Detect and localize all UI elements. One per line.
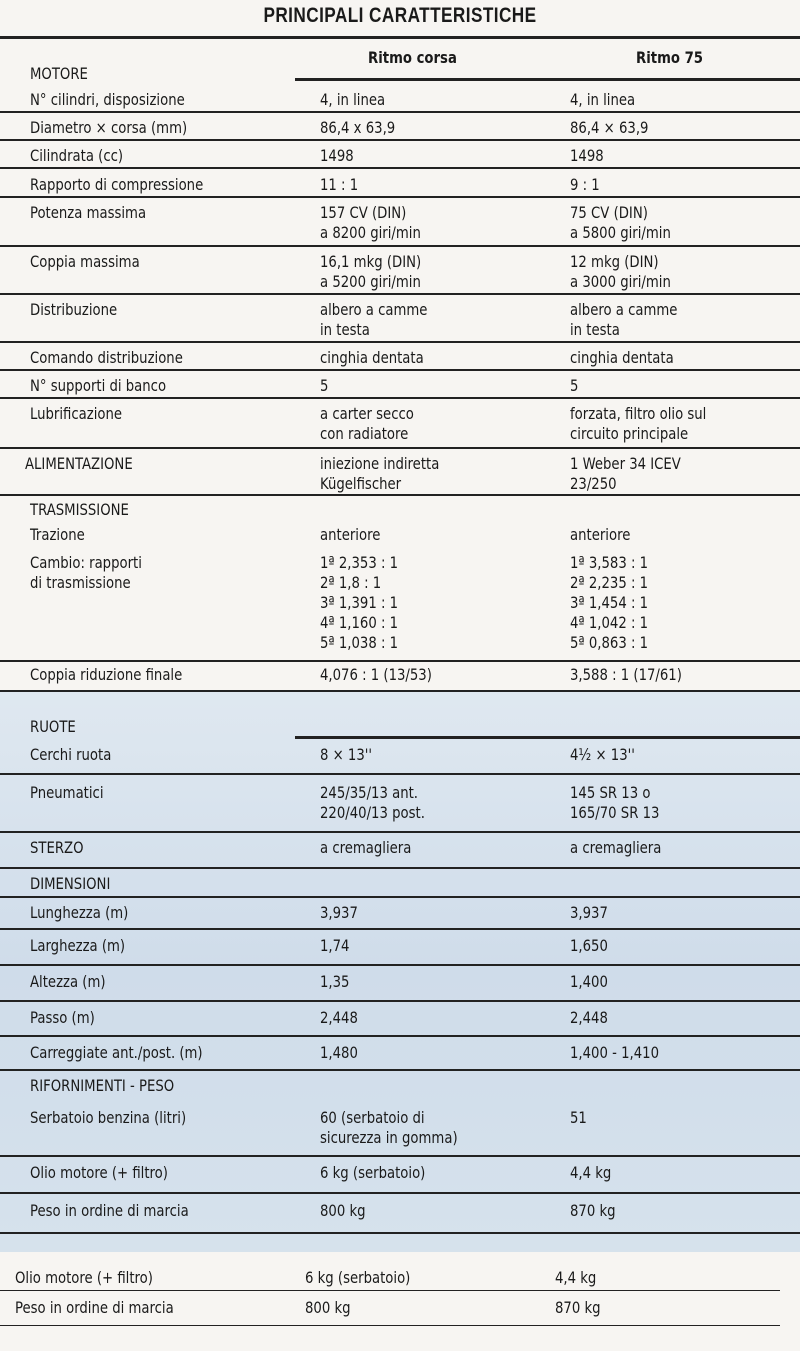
- row-label: Passo (m): [30, 1008, 95, 1027]
- cell-ritmo-75: 4½ × 13'': [570, 745, 635, 764]
- cell-ritmo-75: forzata, filtro olio sul: [570, 404, 707, 423]
- cell-ritmo-corsa: 3,937: [320, 903, 358, 922]
- cell-ritmo-75: 5: [570, 376, 579, 395]
- cell-ritmo-75: 4ª 1,042 : 1: [570, 613, 649, 632]
- row-label: Serbatoio benzina (litri): [30, 1108, 187, 1127]
- cell-ritmo-75: 4,4 kg: [555, 1268, 597, 1287]
- row-label: DIMENSIONI: [30, 874, 111, 893]
- row-divider: [0, 1069, 800, 1071]
- row-label: Trazione: [30, 525, 85, 544]
- row-divider: [0, 1155, 800, 1157]
- cell-ritmo-75: 3ª 1,454 : 1: [570, 593, 649, 612]
- row-divider: [295, 736, 800, 739]
- cell-ritmo-75: 4, in linea: [570, 90, 636, 109]
- row-label: MOTORE: [30, 64, 88, 83]
- cell-ritmo-75: 2,448: [570, 1008, 608, 1027]
- cell-ritmo-corsa: 4ª 1,160 : 1: [320, 613, 399, 632]
- cell-ritmo-corsa: 4, in linea: [320, 90, 386, 109]
- cell-ritmo-75: 870 kg: [570, 1201, 616, 1220]
- row-label: Coppia riduzione finale: [30, 665, 183, 684]
- row-divider: [0, 167, 800, 169]
- cell-ritmo-75: 4,4 kg: [570, 1163, 612, 1182]
- cell-ritmo-75: 870 kg: [555, 1298, 601, 1317]
- column-header-ritmo-corsa: Ritmo corsa: [368, 48, 457, 67]
- row-label: N° supporti di banco: [30, 376, 167, 395]
- cell-ritmo-75: 2ª 2,235 : 1: [570, 573, 649, 592]
- row-divider: [0, 1192, 800, 1194]
- row-divider: [0, 928, 800, 930]
- cell-ritmo-75: 51: [570, 1108, 587, 1127]
- cell-ritmo-75: albero a camme: [570, 300, 678, 319]
- row-label: ALIMENTAZIONE: [25, 454, 133, 473]
- cell-ritmo-75: a cremagliera: [570, 838, 662, 857]
- row-divider: [0, 896, 800, 898]
- cell-ritmo-corsa: cinghia dentata: [320, 348, 424, 367]
- row-divider: [0, 293, 800, 295]
- row-divider: [0, 1290, 780, 1291]
- row-divider: [0, 773, 800, 775]
- cell-ritmo-corsa: con radiatore: [320, 424, 409, 443]
- cell-ritmo-corsa: anteriore: [320, 525, 381, 544]
- row-label: Cerchi ruota: [30, 745, 112, 764]
- cell-ritmo-75: circuito principale: [570, 424, 689, 443]
- column-header-ritmo-75: Ritmo 75: [636, 48, 704, 67]
- cell-ritmo-75: 145 SR 13 o: [570, 783, 651, 802]
- cell-ritmo-corsa: 6 kg (serbatoio): [320, 1163, 426, 1182]
- row-label: N° cilindri, disposizione: [30, 90, 185, 109]
- cell-ritmo-75: a 3000 giri/min: [570, 272, 671, 291]
- row-divider: [0, 867, 800, 869]
- row-divider: [0, 369, 800, 371]
- cell-ritmo-corsa: iniezione indiretta: [320, 454, 440, 473]
- cell-ritmo-75: 1,400: [570, 972, 608, 991]
- row-label: Lunghezza (m): [30, 903, 129, 922]
- row-label: Peso in ordine di marcia: [30, 1201, 189, 1220]
- row-divider: [0, 1232, 800, 1234]
- cell-ritmo-corsa: 800 kg: [320, 1201, 366, 1220]
- cell-ritmo-corsa: 1498: [320, 146, 354, 165]
- cell-ritmo-75: 12 mkg (DIN): [570, 252, 659, 271]
- row-label: Carreggiate ant./post. (m): [30, 1043, 203, 1062]
- cell-ritmo-corsa: 11 : 1: [320, 175, 359, 194]
- row-divider: [0, 397, 800, 399]
- cell-ritmo-corsa: 800 kg: [305, 1298, 351, 1317]
- cell-ritmo-corsa: 4,076 : 1 (13/53): [320, 665, 432, 684]
- cell-ritmo-75: 75 CV (DIN): [570, 203, 648, 222]
- row-label: RUOTE: [30, 717, 76, 736]
- cell-ritmo-75: anteriore: [570, 525, 631, 544]
- row-divider: [0, 964, 800, 966]
- cell-ritmo-75: 1,400 - 1,410: [570, 1043, 659, 1062]
- cell-ritmo-75: 5ª 0,863 : 1: [570, 633, 649, 652]
- row-divider: [0, 245, 800, 247]
- cell-ritmo-75: 1,650: [570, 936, 608, 955]
- cell-ritmo-corsa: Kügelfischer: [320, 474, 402, 493]
- cell-ritmo-corsa: 220/40/13 post.: [320, 803, 425, 822]
- row-label: Potenza massima: [30, 203, 147, 222]
- row-label: TRASMISSIONE: [30, 500, 129, 519]
- row-label: Diametro × corsa (mm): [30, 118, 188, 137]
- row-label: Distribuzione: [30, 300, 118, 319]
- row-label: Coppia massima: [30, 252, 140, 271]
- row-divider: [0, 660, 800, 662]
- row-divider: [0, 690, 800, 692]
- row-label: RIFORNIMENTI - PESO: [30, 1076, 175, 1095]
- cell-ritmo-corsa: 1,74: [320, 936, 350, 955]
- cell-ritmo-corsa: 2ª 1,8 : 1: [320, 573, 382, 592]
- row-divider: [0, 831, 800, 833]
- row-label: Rapporto di compressione: [30, 175, 204, 194]
- cell-ritmo-75: a 5800 giri/min: [570, 223, 671, 242]
- cell-ritmo-75: 3,588 : 1 (17/61): [570, 665, 682, 684]
- row-label: Cilindrata (cc): [30, 146, 124, 165]
- cell-ritmo-75: 86,4 × 63,9: [570, 118, 649, 137]
- cell-ritmo-75: 9 : 1: [570, 175, 600, 194]
- cell-ritmo-corsa: 245/35/13 ant.: [320, 783, 419, 802]
- cell-ritmo-corsa: in testa: [320, 320, 370, 339]
- cell-ritmo-corsa: a cremagliera: [320, 838, 412, 857]
- cell-ritmo-corsa: 8 × 13'': [320, 745, 373, 764]
- row-divider: [0, 196, 800, 198]
- row-label: STERZO: [30, 838, 84, 857]
- cell-ritmo-corsa: 3ª 1,391 : 1: [320, 593, 399, 612]
- row-divider: [0, 139, 800, 141]
- page-title: PRINCIPALI CARATTERISTICHE: [263, 4, 537, 27]
- cell-ritmo-corsa: a 8200 giri/min: [320, 223, 421, 242]
- cell-ritmo-corsa: 5: [320, 376, 329, 395]
- cell-ritmo-corsa: sicurezza in gomma): [320, 1128, 458, 1147]
- row-label: Peso in ordine di marcia: [15, 1298, 174, 1317]
- row-divider: [0, 1000, 800, 1002]
- cell-ritmo-corsa: 157 CV (DIN): [320, 203, 407, 222]
- cell-ritmo-corsa: 1,480: [320, 1043, 358, 1062]
- row-label: Larghezza (m): [30, 936, 126, 955]
- row-divider: [0, 494, 800, 496]
- cell-ritmo-75: 23/250: [570, 474, 617, 493]
- cell-ritmo-75: in testa: [570, 320, 620, 339]
- cell-ritmo-75: 1 Weber 34 ICEV: [570, 454, 681, 473]
- cell-ritmo-corsa: albero a camme: [320, 300, 428, 319]
- row-label: di trasmissione: [30, 573, 131, 592]
- row-label: Comando distribuzione: [30, 348, 183, 367]
- cell-ritmo-corsa: 16,1 mkg (DIN): [320, 252, 422, 271]
- row-label: Olio motore (+ filtro): [30, 1163, 168, 1182]
- row-divider: [0, 1035, 800, 1037]
- row-label: Cambio: rapporti: [30, 553, 142, 572]
- row-divider: [0, 341, 800, 343]
- row-divider: [295, 78, 800, 81]
- cell-ritmo-corsa: 1,35: [320, 972, 350, 991]
- cell-ritmo-corsa: a 5200 giri/min: [320, 272, 421, 291]
- row-label: Olio motore (+ filtro): [15, 1268, 153, 1287]
- row-label: Altezza (m): [30, 972, 106, 991]
- cell-ritmo-corsa: 6 kg (serbatoio): [305, 1268, 411, 1287]
- cell-ritmo-75: 1498: [570, 146, 604, 165]
- title-rule: [0, 36, 800, 39]
- cell-ritmo-corsa: 60 (serbatoio di: [320, 1108, 425, 1127]
- row-divider: [0, 1325, 780, 1326]
- cell-ritmo-corsa: 5ª 1,038 : 1: [320, 633, 399, 652]
- row-divider: [0, 447, 800, 449]
- cell-ritmo-75: 1ª 3,583 : 1: [570, 553, 649, 572]
- row-divider: [0, 111, 800, 113]
- cell-ritmo-corsa: 2,448: [320, 1008, 358, 1027]
- cell-ritmo-corsa: 86,4 x 63,9: [320, 118, 396, 137]
- row-label: Lubrificazione: [30, 404, 123, 423]
- cell-ritmo-75: cinghia dentata: [570, 348, 674, 367]
- row-label: Pneumatici: [30, 783, 104, 802]
- cell-ritmo-75: 3,937: [570, 903, 608, 922]
- cell-ritmo-corsa: a carter secco: [320, 404, 414, 423]
- cell-ritmo-corsa: 1ª 2,353 : 1: [320, 553, 399, 572]
- cell-ritmo-75: 165/70 SR 13: [570, 803, 660, 822]
